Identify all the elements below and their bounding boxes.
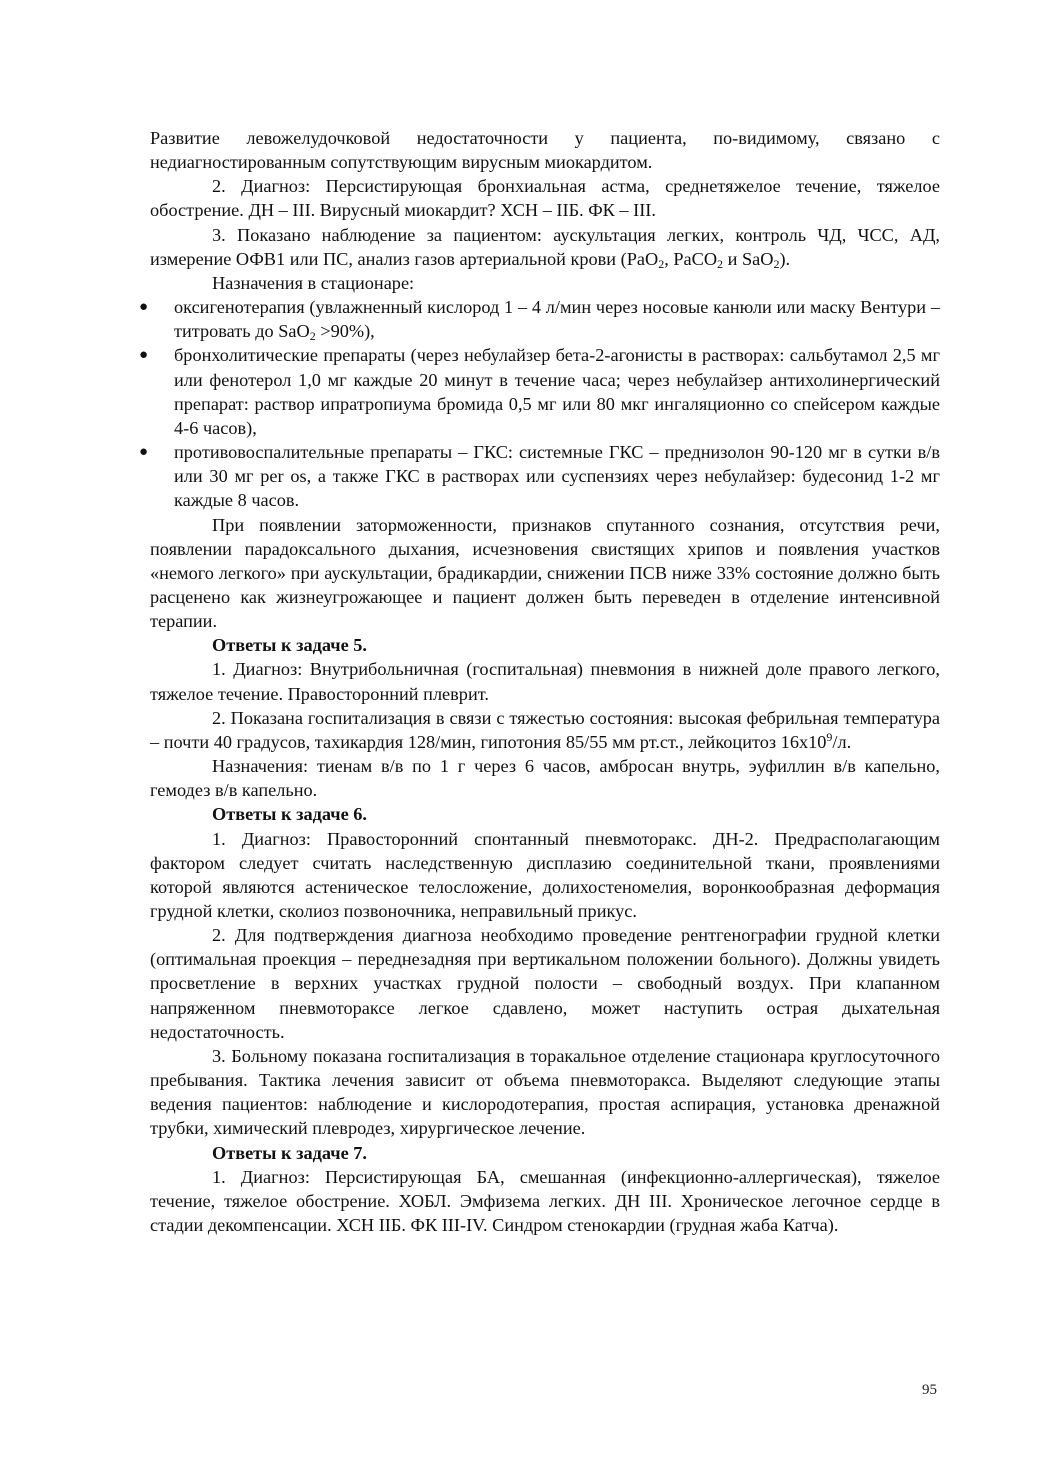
paragraph: 1. Диагноз: Внутрибольничная (госпитальная) пневмония в нижней доле правого легкого, тяжелое течение. Правосторонний плеврит. xyxy=(150,659,940,704)
paragraph: 2. Для подтверждения диагноза необходимо проведение рентгенографии грудной клетки (оптимальная проекция – переднезадняя при вертикальном положении больного). Должны увидеть просветление в верхних участках грудной полости – свободный воздух. При клапанном напряженном пневмотораксе легкое сдавлено, может наступить острая дыхательная недостаточность. xyxy=(150,925,940,1042)
list-item: ● бронхолитические препараты (через небулайзер бета-2-агонисты в растворах: сальбутамол 2,5 мг или фенотерол 1,0 мг каждые 20 минут в течение часа; через небулайзер антихолинергический препарат: раствор ипратропиума бромида 0,5 мг или 80 мкг ингаляционно со спейсером каждые 4-6 часов), xyxy=(139,345,940,438)
paragraph: Назначения в стационаре: xyxy=(212,272,415,293)
paragraph: 2. Диагноз: Персистирующая бронхиальная астма, среднетяжелое течение, тяжелое обострение. ДН – III. Вирусный миокардит? ХСН – IIБ. ФК – III. xyxy=(150,176,940,221)
document-page xyxy=(139,126,940,1237)
section-heading: Ответы к задаче 5. xyxy=(212,635,367,656)
paragraph: 1. Диагноз: Персистирующая БА, смешанная (инфекционно-аллергическая), тяжелое течение, тяжелое обострение. ХОБЛ. Эмфизема легких. ДН III. Хроническое легочное сердце в стадии декомпенсации. ХСН IIБ. ФК III-IV. Синдром стенокардии (грудная жаба Катча). xyxy=(150,1166,940,1236)
bullet-icon: ● xyxy=(139,299,149,316)
paragraph: 3. Показано наблюдение за пациентом: аускультация легких, контроль ЧД, ЧСС, АД, измерение ОФВ1 или ПС, анализ газов артериальной крови (PaO$_2$, PaCO$_2$ и SaO$_2$). xyxy=(150,224,940,271)
paragraph: 2. Показана госпитализация в связи с тяжестью состояния: высокая фебрильная температура – почти 40 градусов, тахикардия 128/мин, гипотония 85/55 мм рт.ст., лейкоцитоз $16х10^9/л$. xyxy=(150,707,940,752)
section-heading: Ответы к задаче 7. xyxy=(212,1142,367,1163)
bullet-list xyxy=(139,295,940,512)
list-item: ● оксигенотерапия (увлажненный кислород 1 – 4 л/мин через носовые канюли или маску Вентури – титровать до SaO$_2$ >90%), xyxy=(139,297,940,344)
paragraph: 1. Диагноз: Правосторонний спонтанный пневмоторакс. ДН-2. Предрасполагающим фактором следует считать наследственную дисплазию соединительной ткани, проявлениями которой являются астеническое телосложение, долихостеномелия, воронкообразная деформация грудной клетки, сколиоз позвоночника, неправильный прикус. xyxy=(150,828,940,921)
bullet-icon: ● xyxy=(139,444,149,461)
paragraph: При появлении заторможенности, признаков спутанного сознания, отсутствия речи, появлении парадоксального дыхания, исчезновения свистящих хрипов и появления участков «немого легкого» при аускультации, брадикардии, снижении ПСВ ниже 33% состояние должно быть расценено как жизнеугрожающее и пациент должен быть переведен в отделение интенсивной терапии. xyxy=(150,514,940,632)
paragraph: Развитие левожелудочковой недостаточности у пациента, по-видимому, связано с недиагностированным сопутствующим вирусным миокардитом. xyxy=(150,128,940,173)
bullet-icon: ● xyxy=(139,347,149,364)
section-heading: Ответы к задаче 6. xyxy=(212,804,367,825)
list-item: ● противовоспалительные препараты – ГКС: системные ГКС – преднизолон 90-120 мг в сутки в/в или 30 мг per os, а также ГКС в растворах или суспензиях через небулайзер: будесонид 1-2 мг каждые 8 часов. xyxy=(139,442,940,511)
page-number: 95 xyxy=(922,1382,937,1398)
paragraph: 3. Больному показана госпитализация в торакальное отделение стационара круглосуточного пребывания. Тактика лечения зависит от объема пневмоторакса. Выделяют следующие этапы ведения пациентов: наблюдение и кислородотерапия, простая аспирация, установка дренажной трубки, химический плевродез, хирургическое лечение. xyxy=(150,1045,940,1139)
paragraph: Назначения: тиенам в/в по 1 г через 6 часов, амбросан внутрь, эуфиллин в/в капельно, гемодез в/в капельно. xyxy=(150,756,940,801)
